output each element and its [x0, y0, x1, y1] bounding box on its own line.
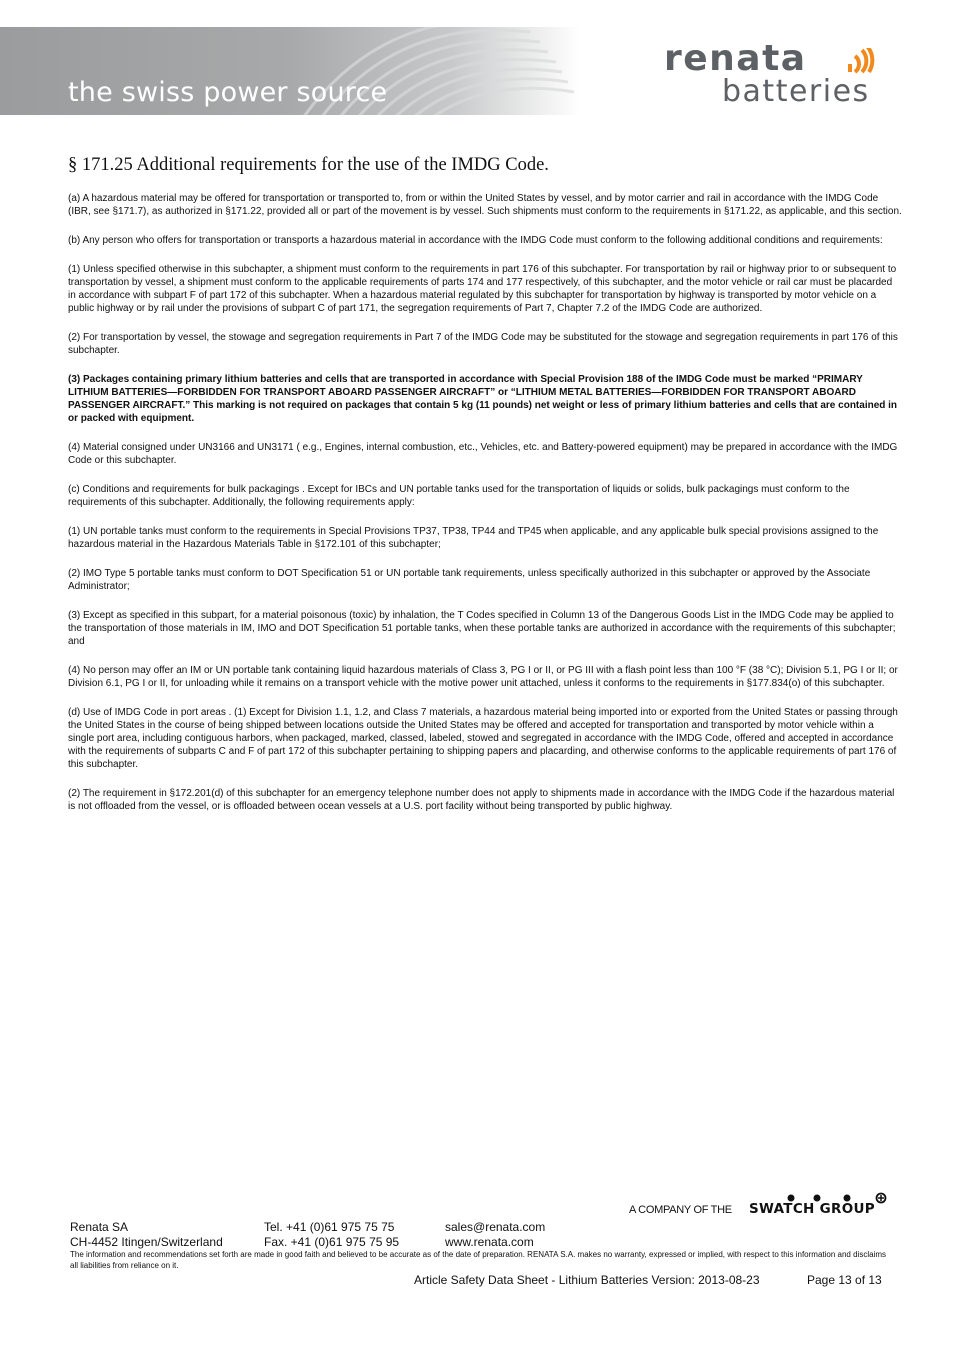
logo-subtitle: batteries: [722, 74, 870, 109]
paragraph-b3-lithium-marking: (3) Packages containing primary lithium batteries and cells that are transported in accordance with Special Provision 188 of the IMDG Code must be marked “PRIMARY LITHIUM BATTERIES—FORBIDDEN FOR TRANSPORT ABOARD PASSENGER AIRCRAFT” or “LITHIUM METAL BATTERIES—FORBIDDEN FOR TRANSPORT ABOARD PASSENGER AIRCRAFT.” This marking is not required on packages that contain 5 kg (11 pounds) net weight or less of primary lithium batteries and cells that are contained in or packed with equipment.: [68, 374, 898, 424]
paragraph-b: (b) Any person who offers for transportation or transports a hazardous material in accordance with the IMDG Code must conform to the following additional conditions and requirements:: [68, 235, 883, 246]
paragraph-c: (c) Conditions and requirements for bulk packagings . Except for IBCs and UN portable tanks used for the transportation of liquids or solids, bulk packagings must conform to the requirements of this subchapter. Additionally, the following requirements apply:: [68, 484, 850, 508]
paragraph-c1: (1) UN portable tanks must conform to the requirements in Special Provisions TP37, TP38, TP44 and TP45 when applicable, and any applicable bulk special provisions assigned to the hazardous material in the Hazardous Materials Table in §172.101 of this subchapter;: [68, 526, 879, 550]
signal-waves-icon: [846, 48, 880, 74]
group-name-text: SWATCH GROUP: [749, 1201, 875, 1217]
footer-document-name: Article Safety Data Sheet - Lithium Batteries Version: 2013-08-23: [414, 1273, 760, 1287]
footer-website[interactable]: www.renata.com: [445, 1235, 534, 1249]
paragraph-b1: (1) Unless specified otherwise in this subchapter, a shipment must conform to the requirements in part 176 of this subchapter. For transportation by rail or highway prior to or subsequent to transportation by vessel, a shipment must conform to the applicable requirements of parts 174 and 177 respectively, of this subchapter, and the motor vehicle or rail car must be placarded in accordance with subpart F of part 172 of this subchapter. When a hazardous material regulated by this subchapter for transportation by highway is transported by motor vehicle on a public highway or by rail under the provisions of subpart C of part 171, the segregation requirements of Part 7, Chapter 7.2 of the IMDG Code are authorized.: [68, 264, 897, 314]
footer-email[interactable]: sales@renata.com: [445, 1220, 546, 1234]
header-banner: [0, 27, 580, 115]
footer-fax: Fax. +41 (0)61 975 75 95: [264, 1235, 400, 1249]
renata-logo: [664, 38, 904, 110]
logo-wordmark: renata: [664, 38, 807, 79]
paragraph-b4: (4) Material consigned under UN3166 and UN3171 ( e.g., Engines, internal combustion, etc., Vehicles, etc. and Battery-powered equipment) may be prepared in accordance with the IMDG Code or this subchapter.: [68, 442, 898, 466]
section-title: § 171.25 Additional requirements for the use of the IMDG Code.: [68, 155, 549, 175]
document-body: [68, 155, 902, 829]
footer-address: CH-4452 Itingen/Switzerland: [70, 1235, 223, 1249]
paragraph-b2: (2) For transportation by vessel, the stowage and segregation requirements in Part 7 of the IMDG Code may be substituted for the stowage and segregation requirements in part 176 of this subchapter.: [68, 332, 898, 356]
paragraph-c2: (2) IMO Type 5 portable tanks must conform to DOT Specification 51 or UN portable tank requirements, unless specifically authorized in this subchapter or approved by the Associate Administrator;: [68, 568, 871, 592]
paragraph-c4: (4) No person may offer an IM or UN portable tank containing liquid hazardous materials of Class 3, PG I or II, or PG III with a flash point less than 100 °F (38 °C); Division 5.1, PG I or II; or Division 6.1, PG I or II, for unloading while it remains on a transport vehicle with the motive power unit attached, unless it conforms to the requirements in §177.834(o) of this subchapter.: [68, 665, 898, 689]
footer-company: Renata SA: [70, 1220, 129, 1234]
footer-tel: Tel. +41 (0)61 975 75 75: [264, 1220, 395, 1234]
paragraph-c3: (3) Except as specified in this subpart, for a material poisonous (toxic) by inhalation, the T Codes specified in Column 13 of the Dangerous Goods List in the IMDG Code may be applied to the transportation of those materials in IM, IMO and DOT Specification 51 portable tanks, when these portable tanks are authorized in accordance with the requirements of this subchapter; and: [68, 610, 896, 647]
footer-page-number: Page 13 of 13: [807, 1273, 882, 1287]
paragraph-a: (a) A hazardous material may be offered for transportation or transported to, from or within the United States by vessel, and by motor carrier and rail in accordance with the IMDG Code (IBR, see §171.7), as authorized in §171.22, provided all or part of the movement is by vessel. Such shipments must conform to the requirements in §171.22, as applicable, and this section.: [68, 193, 902, 217]
paragraph-d2: (2) The requirement in §172.201(d) of this subchapter for an emergency telephone number does not apply to shipments made in accordance with the IMDG Code if the hazardous material is not offloaded from the vessel, or is offloaded between ocean vessels at a U.S. port facility without being transported by public highway.: [68, 788, 895, 812]
footer-disclaimer: The information and recommendations set forth are made in good faith and believed to be accurate as of the date of preparation. RENATA S.A. makes no warranty, expressed or implied, with respect to this information and disclaims all liabilities from reliance on it.: [70, 1250, 886, 1270]
header-tagline: the swiss power source: [68, 77, 388, 108]
group-prefix-text: A COMPANY OF THE: [629, 1204, 732, 1216]
paragraph-d1: (d) Use of IMDG Code in port areas . (1) Except for Division 1.1, 1.2, and Class 7 materials, a hazardous material being imported into or exported from the United States or passing through the United States in the course of being shipped between locations outside the United States may be offered and accepted for transportation and transported by motor vehicle within a single port area, including contiguous harbors, when packaged, marked, classed, labeled, stowed and segregated in accordance with the IMDG Code, offered and accepted in accordance with the requirements of subparts C and F of part 172 of this subchapter pertaining to shipping papers and placarding, and otherwise conforms to the applicable requirements of part 176 of this subchapter.: [68, 707, 898, 770]
swatch-group-badge: [629, 1196, 889, 1218]
